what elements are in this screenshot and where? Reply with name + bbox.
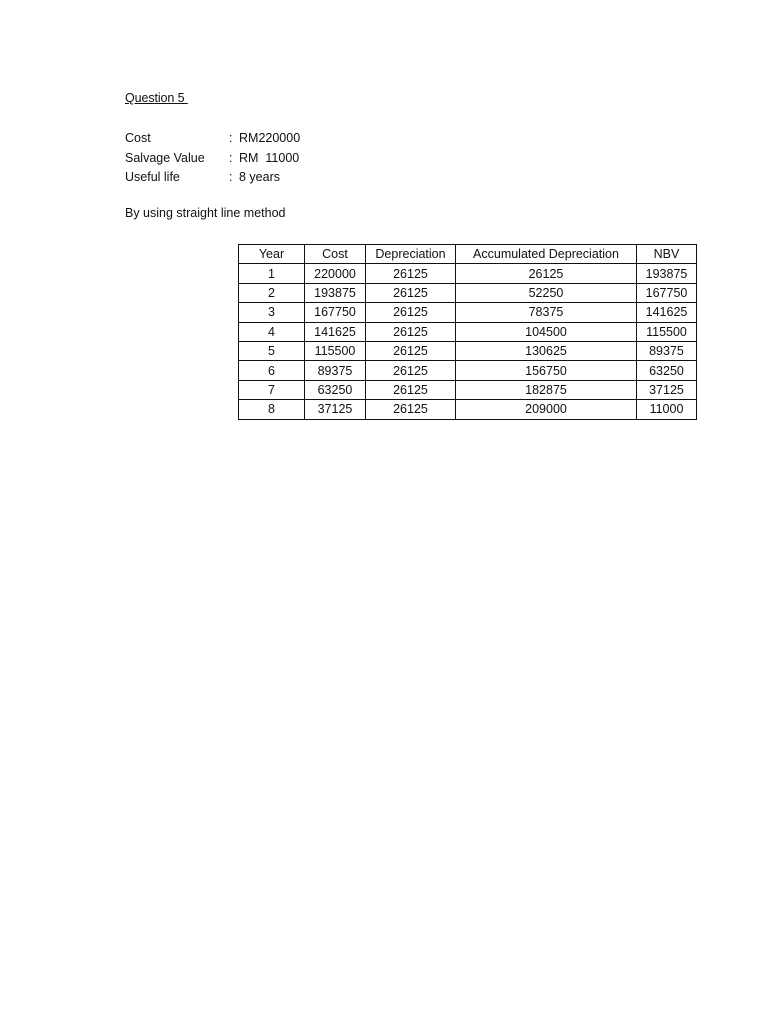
cell-nbv: 141625 [637, 303, 697, 322]
cell-cost: 193875 [305, 283, 366, 302]
table-row [239, 380, 697, 399]
cell-nbv: 89375 [637, 341, 697, 360]
cell-depreciation: 26125 [366, 303, 456, 322]
table-row [239, 283, 697, 302]
field-colon: : [229, 150, 233, 165]
depreciation-table [238, 244, 697, 420]
header-cost: Cost [305, 245, 366, 264]
cell-depreciation: 26125 [366, 380, 456, 399]
cell-accumulated-depreciation: 209000 [456, 400, 637, 419]
cell-accumulated-depreciation: 78375 [456, 303, 637, 322]
cell-cost: 89375 [305, 361, 366, 380]
field-useful-life [125, 168, 300, 188]
cell-cost: 63250 [305, 380, 366, 399]
field-value: RM 11000 [239, 150, 300, 165]
field-label: Cost [125, 131, 151, 145]
cell-year: 8 [239, 400, 305, 419]
header-year: Year [239, 245, 305, 264]
field-label: Salvage Value [125, 150, 205, 165]
cell-depreciation: 26125 [366, 341, 456, 360]
cell-accumulated-depreciation: 52250 [456, 283, 637, 302]
cell-depreciation: 26125 [366, 264, 456, 283]
field-cost [125, 129, 300, 149]
cell-accumulated-depreciation: 130625 [456, 341, 637, 360]
cell-cost: 220000 [305, 264, 366, 283]
header-nbv: NBV [637, 245, 697, 264]
field-salvage-value [125, 149, 300, 169]
cell-depreciation: 26125 [366, 400, 456, 419]
method-text: By using straight line method [125, 206, 286, 220]
question-heading: Question 5 [125, 91, 188, 105]
cell-year: 3 [239, 303, 305, 322]
table-body [239, 264, 697, 419]
field-value: 8 years [239, 170, 280, 184]
cell-accumulated-depreciation: 156750 [456, 361, 637, 380]
cell-year: 1 [239, 264, 305, 283]
cell-nbv: 115500 [637, 322, 697, 341]
cell-year: 5 [239, 341, 305, 360]
cell-year: 7 [239, 380, 305, 399]
cell-depreciation: 26125 [366, 361, 456, 380]
cell-nbv: 167750 [637, 283, 697, 302]
cell-nbv: 193875 [637, 264, 697, 283]
cell-accumulated-depreciation: 26125 [456, 264, 637, 283]
cell-cost: 167750 [305, 303, 366, 322]
cell-nbv: 37125 [637, 380, 697, 399]
asset-details [125, 129, 300, 188]
cell-depreciation: 26125 [366, 283, 456, 302]
table-row [239, 264, 697, 283]
cell-accumulated-depreciation: 104500 [456, 322, 637, 341]
cell-nbv: 11000 [637, 400, 697, 419]
table-row [239, 303, 697, 322]
table-row [239, 322, 697, 341]
field-colon: : [229, 131, 233, 145]
cell-year: 4 [239, 322, 305, 341]
table-row [239, 400, 697, 419]
header-depreciation: Depreciation [366, 245, 456, 264]
field-value: RM220000 [239, 131, 301, 145]
cell-year: 6 [239, 361, 305, 380]
cell-cost: 141625 [305, 322, 366, 341]
cell-nbv: 63250 [637, 361, 697, 380]
table-row [239, 361, 697, 380]
table-row [239, 341, 697, 360]
field-colon: : [229, 170, 233, 184]
cell-accumulated-depreciation: 182875 [456, 380, 637, 399]
cell-cost: 37125 [305, 400, 366, 419]
field-label: Useful life [125, 170, 180, 184]
cell-depreciation: 26125 [366, 322, 456, 341]
table-header-row [239, 245, 697, 264]
header-accumulated-depreciation: Accumulated Depreciation [456, 245, 637, 264]
cell-year: 2 [239, 283, 305, 302]
cell-cost: 115500 [305, 341, 366, 360]
